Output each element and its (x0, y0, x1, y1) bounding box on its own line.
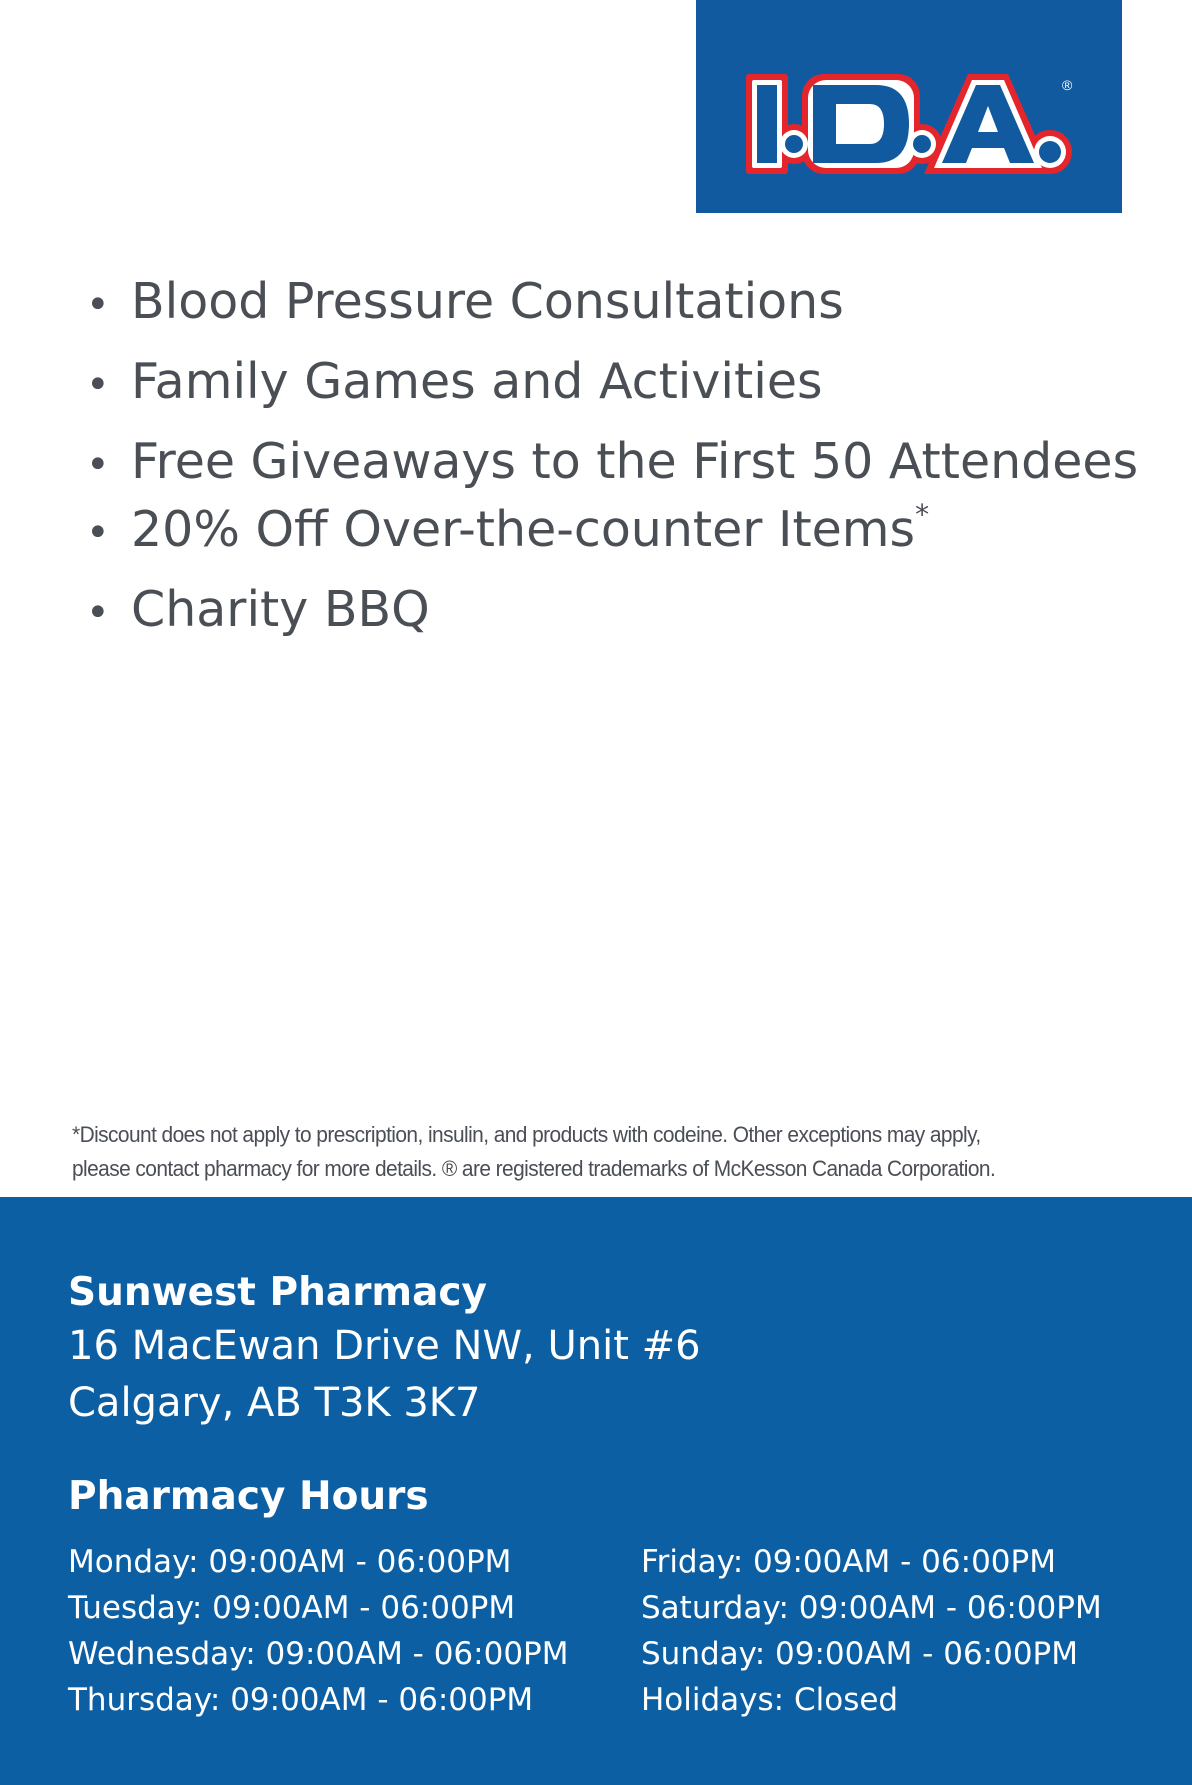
disclaimer-line: *Discount does not apply to prescription, insulin, and products with codeine. Other exceptions may apply, (72, 1122, 981, 1147)
list-item (86, 500, 929, 563)
pharmacy-name: Sunwest Pharmacy (68, 1270, 487, 1315)
ida-logo-banner (696, 0, 1122, 213)
hours-row: Monday: 09:00AM - 06:00PM (68, 1544, 512, 1580)
asterisk-mark: * (915, 498, 930, 531)
hours-row: Holidays: Closed (641, 1682, 899, 1718)
hours-title: Pharmacy Hours (68, 1474, 429, 1519)
feature-text: Blood Pressure Consultations (131, 273, 844, 330)
pharmacy-info-footer (0, 1197, 1192, 1785)
hours-column-right (641, 1539, 1102, 1723)
feature-text: Charity BBQ (131, 581, 430, 638)
list-item (86, 352, 823, 415)
list-item (86, 580, 430, 643)
svg-text:®: ® (1062, 77, 1073, 93)
hours-row: Wednesday: 09:00AM - 06:00PM (68, 1636, 569, 1672)
feature-text: Free Giveaways to the First 50 Attendees (131, 433, 1139, 490)
bullet: • (86, 442, 110, 488)
hours-row: Friday: 09:00AM - 06:00PM (641, 1544, 1056, 1580)
feature-text: 20% Off Over-the-counter Items (131, 501, 916, 558)
bullet: • (86, 510, 110, 556)
disclaimer (72, 1118, 1079, 1186)
address-line: 16 MacEwan Drive NW, Unit #6 (68, 1323, 701, 1369)
feature-text: Family Games and Activities (131, 353, 823, 410)
bullet: • (86, 590, 110, 636)
bullet: • (86, 282, 110, 328)
hours-row: Tuesday: 09:00AM - 06:00PM (68, 1590, 516, 1626)
list-item (86, 272, 844, 335)
disclaimer-line: please contact pharmacy for more details. ® are registered trademarks of McKesson Canada Corporation. (72, 1156, 996, 1181)
bullet: • (86, 362, 110, 408)
hours-row: Sunday: 09:00AM - 06:00PM (641, 1636, 1078, 1672)
ida-logo (746, 68, 1076, 180)
hours-row: Thursday: 09:00AM - 06:00PM (68, 1682, 534, 1718)
hours-row: Saturday: 09:00AM - 06:00PM (641, 1590, 1102, 1626)
address-line: Calgary, AB T3K 3K7 (68, 1380, 481, 1426)
hours-column-left (68, 1539, 568, 1723)
list-item (86, 432, 1138, 495)
